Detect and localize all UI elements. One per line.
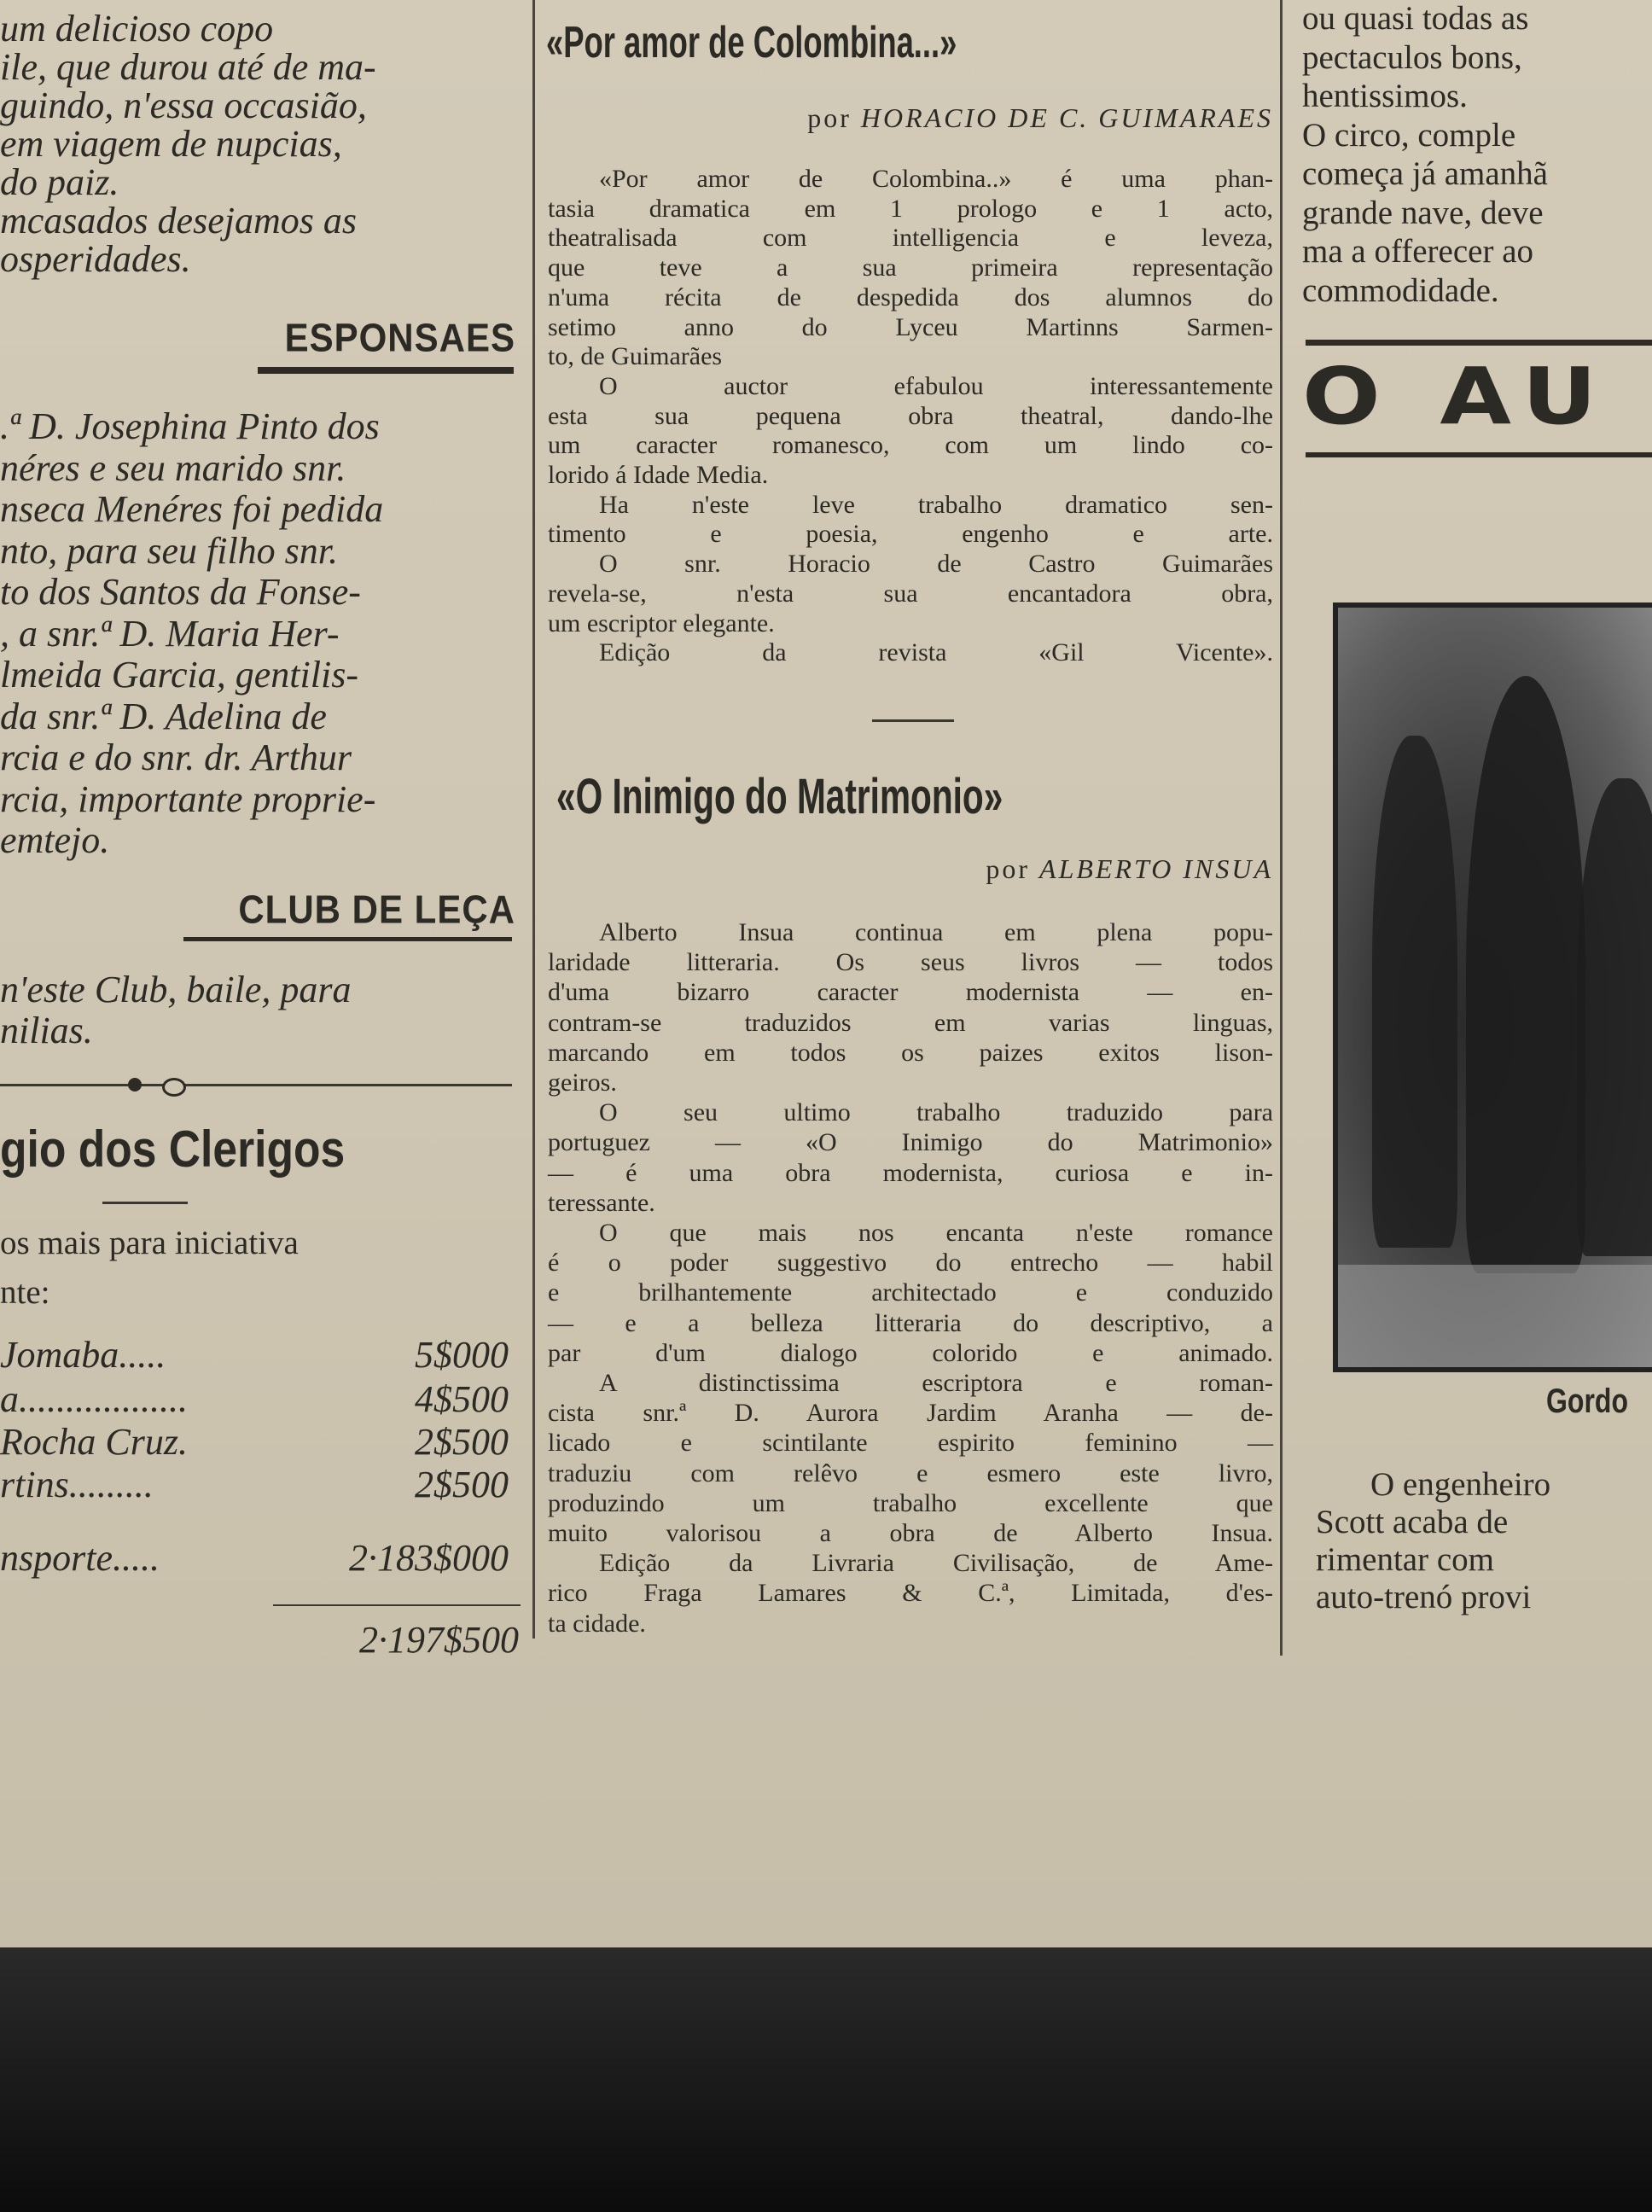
subscription-row	[0, 1463, 512, 1506]
subscription-row	[0, 1333, 512, 1377]
text-line: revela-se, n'esta sua encantadora obra,	[548, 579, 1273, 608]
article-1-title: «Por amor de Colombina...»	[546, 18, 957, 67]
text-line: traduziu com relêvo e esmero este livro,	[548, 1458, 1273, 1487]
clerigos-heading: gio dos Clerigos	[0, 1121, 346, 1178]
ornament-divider	[0, 1077, 512, 1094]
heading-underline	[258, 367, 514, 374]
text-line: marcando em todos os paizes exitos lison-	[548, 1038, 1273, 1067]
subscription-row	[0, 1377, 512, 1421]
text-line: cista snr.ª D. Aurora Jardim Aranha — de-	[548, 1399, 1273, 1428]
text-line: n'este Club, baile, para	[0, 969, 352, 1010]
text-line: O circo, comple	[1302, 116, 1516, 154]
text-line: osperidades.	[0, 238, 191, 280]
text-line: .ª D. Josephina Pinto dos	[0, 405, 380, 447]
headline-rule-bottom	[1306, 452, 1652, 457]
subscription-amount: 4$500	[415, 1378, 509, 1420]
text-line: O seu ultimo trabalho traduzido para	[599, 1098, 1273, 1127]
text-line: nilias.	[0, 1010, 93, 1051]
text-line: começa já amanhã	[1302, 155, 1548, 192]
right-headline: O AU	[1302, 352, 1611, 443]
text-line: hentissimos.	[1302, 78, 1468, 114]
text-line: to, de Guimarães	[548, 342, 723, 371]
subscriber-name: rtins.........	[0, 1464, 154, 1505]
text-line: timento e poesia, engenho e arte.	[548, 520, 1273, 549]
article-2-byline	[986, 853, 1273, 885]
text-line: licado e scintilante espirito feminino —	[548, 1429, 1273, 1458]
byline-prefix: por	[986, 853, 1031, 884]
article-2-title: «O Inimigo do Matrimonio»	[556, 769, 1003, 824]
text-line: e brilhantemente architectado e conduzido	[548, 1278, 1273, 1307]
text-line: Ha n'este leve trabalho dramatico sen-	[599, 490, 1273, 519]
byline-prefix: por	[807, 102, 852, 133]
subscription-row	[0, 1536, 512, 1580]
text-line: esta sua pequena obra theatral, dando-lhe	[548, 401, 1273, 430]
text-line: to dos Santos da Fonse-	[0, 571, 361, 613]
heading-rule	[102, 1202, 188, 1204]
text-line: rcia e do snr. dr. Arthur	[0, 736, 352, 778]
text-line: da snr.ª D. Adelina de	[0, 695, 327, 737]
text-line: do paiz.	[0, 161, 119, 203]
text-line: ou quasi todas as	[1302, 0, 1529, 37]
text-line: O auctor efabulou interessantemente	[599, 371, 1273, 400]
text-line: O que mais nos encanta n'este romance	[599, 1219, 1273, 1247]
text-line: grande nave, deve	[1302, 194, 1544, 231]
text-line: em viagem de nupcias,	[0, 123, 342, 165]
text-line: theatralisada com intelligencia e leveza,	[548, 224, 1273, 253]
text-line: auto-trenó provi	[1316, 1579, 1532, 1615]
text-line: lmeida Garcia, gentilis-	[0, 654, 358, 696]
subscription-total: 2·197$500	[359, 1619, 519, 1661]
photo-caption: Gordo	[1546, 1382, 1628, 1420]
text-line: geiros.	[548, 1068, 617, 1097]
text-line: commodidade.	[1302, 271, 1499, 309]
text-line: mcasados desejamos as	[0, 200, 357, 242]
club-heading: CLUB DE LEÇA	[238, 887, 515, 932]
text-line: um delicioso copo	[0, 8, 274, 49]
text-line: — é uma obra modernista, curiosa e in-	[548, 1158, 1273, 1187]
text-line: — e a belleza litteraria do descriptivo, a	[548, 1308, 1273, 1337]
text-line: tasia dramatica em 1 prologo e 1 acto,	[548, 194, 1273, 223]
subscription-amount: 2$500	[415, 1421, 509, 1463]
byline-author: ALBERTO INSUA	[1039, 853, 1273, 884]
text-line: O engenheiro	[1370, 1466, 1551, 1503]
text-line: guindo, n'essa occasião,	[0, 84, 367, 126]
text-line: nseca Menéres foi pedida	[0, 488, 384, 530]
text-line: muito valorisou a obra de Alberto Insua.	[548, 1519, 1273, 1547]
table-surface	[0, 1947, 1652, 2212]
text-line: Edição da revista «Gil Vicente».	[599, 638, 1273, 667]
subscription-amount: 5$000	[415, 1334, 509, 1376]
text-line: rcia, importante proprie-	[0, 777, 376, 820]
text-line: d'uma bizarro caracter modernista — en-	[548, 978, 1273, 1007]
text-line: produzindo um trabalho excellente que	[548, 1488, 1273, 1517]
text-line: Alberto Insua continua em plena popu-	[599, 918, 1273, 946]
subscriber-name: nsporte.....	[0, 1537, 160, 1579]
text-line: portuguez — «O Inimigo do Matrimonio»	[548, 1128, 1273, 1157]
text-line: é o poder suggestivo do entrecho — habil	[548, 1249, 1273, 1278]
text-line: ile, que durou até de ma-	[0, 46, 376, 88]
text-line: os mais para iniciativa	[0, 1225, 299, 1261]
subscription-amount: 2$500	[415, 1464, 509, 1505]
text-line: um caracter romanesco, com um lindo co-	[548, 431, 1273, 460]
text-line: pectaculos bons,	[1302, 38, 1522, 76]
subscriber-name: a..................	[0, 1378, 188, 1420]
heading-underline	[183, 937, 512, 941]
text-line: ma a offerecer ao	[1302, 233, 1534, 270]
column-rule	[1280, 0, 1283, 1656]
byline-author: HORACIO DE C. GUIMARAES	[860, 102, 1273, 133]
text-line: Scott acaba de	[1316, 1504, 1509, 1540]
headline-rule-top	[1306, 340, 1652, 346]
text-line: par d'um dialogo colorido e animado.	[548, 1338, 1273, 1367]
text-line: rico Fraga Lamares & C.ª, Limitada, d'es-	[548, 1579, 1273, 1608]
text-line: teressante.	[548, 1188, 655, 1217]
esponsaes-heading: ESPONSAES	[284, 315, 515, 360]
column-rule	[532, 0, 535, 1639]
left-column	[0, 0, 522, 1673]
article-1-byline	[807, 102, 1273, 134]
middle-column	[539, 0, 1290, 1690]
text-line: nto, para seu filho snr.	[0, 529, 339, 572]
text-line: lorido á Idade Media.	[548, 461, 769, 489]
subscription-amount: 2·183$000	[349, 1537, 509, 1579]
text-line: Edição da Livraria Civilisação, de Ame-	[599, 1549, 1273, 1578]
subscriber-name: Rocha Cruz.	[0, 1421, 188, 1463]
text-line: A distinctissima escriptora e roman-	[599, 1369, 1273, 1397]
text-line: , a snr.ª D. Maria Her-	[0, 612, 340, 655]
text-line: contram-se traduzidos em varias linguas,	[548, 1008, 1273, 1037]
text-line: rimentar com	[1316, 1541, 1494, 1578]
text-line: emtejo.	[0, 819, 110, 861]
text-line: «Por amor de Colombina..» é uma phan-	[599, 165, 1273, 193]
text-line: néres e seu marido snr.	[0, 446, 346, 489]
article-divider	[872, 719, 954, 722]
text-line: O snr. Horacio de Castro Guimarães	[599, 550, 1273, 579]
right-column	[1290, 0, 1652, 1656]
text-line: laridade litteraria. Os seus livros — todos	[548, 948, 1273, 977]
halftone-photo	[1333, 602, 1652, 1372]
subscriber-name: Jomaba.....	[0, 1334, 166, 1376]
subscription-row	[0, 1420, 512, 1464]
text-line: nte:	[0, 1274, 50, 1311]
text-line: um escriptor elegante.	[548, 608, 775, 637]
text-line: ta cidade.	[548, 1609, 646, 1638]
total-rule	[273, 1604, 521, 1606]
text-line: n'uma récita de despedida dos alumnos do	[548, 282, 1273, 311]
text-line: setimo anno do Lyceu Martinns Sarmen-	[548, 312, 1273, 341]
text-line: que teve a sua primeira representação	[548, 253, 1273, 282]
